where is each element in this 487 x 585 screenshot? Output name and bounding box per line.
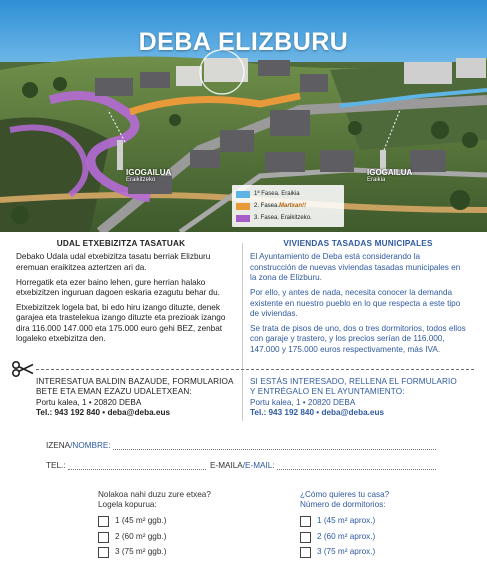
phase-legend <box>232 185 344 227</box>
spanish-contact-tel: Tel.: 943 192 840 • deba@deba.eus <box>250 408 385 418</box>
tel-label: TEL.: <box>46 461 66 470</box>
basque-paragraph-3: Etxebizitzek logela bat, bi edo hiru izango dituzte, denek garajea eta trastelekua izango dituzte eta prezioak izango dira 116.000 147.000 eta 175.000 euro gehi BEZ, zenbat logaleko etxebizitza den. <box>16 303 226 344</box>
spanish-question-text: ¿Cómo quieres tu casa? <box>300 490 390 499</box>
legend-label-phase-3: 3. Fasea. Eraikitzeko. <box>254 215 312 221</box>
name-label-eu: IZENA <box>46 441 71 450</box>
basque-info-column <box>16 239 226 349</box>
email-label-es: E-MAIL: <box>245 461 275 470</box>
email-field[interactable] <box>206 461 436 470</box>
spanish-rooms-question <box>300 490 389 560</box>
legend-swatch-orange <box>236 203 250 210</box>
basque-rooms-label: Logela kopurua: <box>98 500 157 510</box>
elevator-left-sub: Eraikitzeko <box>126 177 156 183</box>
basque-contact-block <box>36 377 236 419</box>
email-label-sep: / <box>242 461 246 470</box>
checkbox-eu-2[interactable] <box>98 532 109 543</box>
spanish-option-1[interactable] <box>300 514 389 530</box>
spanish-option-2-label: 2 (60 m² aprox.) <box>317 531 376 541</box>
basque-contact-line-2: BETE ETA EMAN EZAZU UDALETXEAN: <box>36 387 192 397</box>
checkbox-eu-1[interactable] <box>98 516 109 527</box>
spanish-contact-block <box>250 377 470 419</box>
basque-contact-line-1: INTERESATUA BALDIN BAZAUDE, FORMULARIOA <box>36 377 234 386</box>
basque-option-2[interactable] <box>98 529 211 545</box>
basque-paragraph-2: Horregatik eta ezer baino lehen, gure herrian halako etxebizitzen inguruan dagoen eskaria ezagutu behar du. <box>16 277 220 298</box>
legend-swatch-purple <box>236 215 250 222</box>
elevator-left-title: IGOGAILUA <box>126 168 172 177</box>
basque-question-text: Nolakoa nahi duzu zure etxea? <box>98 490 211 499</box>
basque-paragraph-1: Debako Udala udal etxebizitza tasatu berriak Elizburu eremuan eraikitzea aztertzen ari da. <box>16 252 211 272</box>
basque-contact-address: Portu kalea, 1 • 20820 DEBA <box>36 397 142 407</box>
elevator-right-sub: Eraikia <box>367 177 386 183</box>
name-label-es: NOMBRE: <box>72 441 111 450</box>
basque-option-1[interactable] <box>98 514 211 530</box>
elevator-label-right <box>367 168 412 184</box>
name-label-sep: / <box>70 441 73 450</box>
checkbox-es-1[interactable] <box>300 516 311 527</box>
spanish-paragraph-2: Por ello, y antes de nada, necesita conocer la demanda existente en nuestro pueblo en lo que respecta a este tipo de viviendas. <box>250 288 461 318</box>
spanish-option-2[interactable] <box>300 529 389 545</box>
legend-label-phase-2-highlight: Martxan!! <box>279 203 307 209</box>
spanish-contact-line-2: Y ENTRÉGALO EN EL AYUNTAMIENTO: <box>250 387 405 397</box>
spanish-heading: VIVIENDAS TASADAS MUNICIPALES <box>283 239 433 248</box>
legend-item-phase-1 <box>236 188 340 200</box>
legend-label-phase-2: 2. Fasea. <box>254 203 280 209</box>
spanish-option-1-label: 1 (45 m² aprox.) <box>317 516 376 526</box>
elevator-right-title: IGOGAILUA <box>367 168 413 177</box>
legend-item-phase-3 <box>236 212 340 224</box>
email-label-eu: E-MAILA <box>210 461 243 470</box>
spanish-contact-address: Portu kalea, 1 • 20820 DEBA <box>250 397 356 407</box>
checkbox-eu-3[interactable] <box>98 547 109 558</box>
spanish-contact-line-1: SI ESTÁS INTERESADO, RELLENA EL FORMULARIO <box>250 377 457 386</box>
email-input-line[interactable] <box>277 463 436 470</box>
name-field[interactable] <box>46 441 436 450</box>
basque-rooms-question <box>98 490 211 560</box>
spanish-option-3-label: 3 (75 m² aprox.) <box>317 547 376 557</box>
tel-input-line[interactable] <box>68 463 206 470</box>
basque-option-1-label: 1 (45 m² ggb.) <box>115 516 167 526</box>
tel-field[interactable] <box>46 461 206 470</box>
basque-heading: UDAL ETXEBIZITZA TASATUAK <box>56 239 186 248</box>
basque-option-3-label: 3 (75 m² ggb.) <box>115 547 167 557</box>
basque-option-2-label: 2 (60 m² ggb.) <box>115 531 167 541</box>
name-input-line[interactable] <box>113 443 436 450</box>
spanish-option-3[interactable] <box>300 545 389 561</box>
legend-item-phase-2 <box>236 200 340 212</box>
spanish-rooms-label: Número de dormitorios: <box>300 500 386 510</box>
checkbox-es-3[interactable] <box>300 547 311 558</box>
scissors-icon <box>12 361 34 377</box>
legend-label-phase-1: 1ª Fasea. Eraikia <box>254 191 300 197</box>
spanish-paragraph-3: Se trata de pisos de uno, dos o tres dormitorios, todos ellos con garaje y trastero, y los precios serían de 116.000, 147.000 y 175.000 euros respectivamente, más IVA. <box>250 323 466 354</box>
cut-line <box>36 369 474 370</box>
spanish-paragraph-1: El Ayuntamiento de Deba está considerando la construcción de nuevas viviendas tasadas municipales en la zona de Elizburu. <box>250 252 461 283</box>
legend-swatch-blue <box>236 191 250 198</box>
column-divider <box>242 243 243 421</box>
spanish-info-column <box>250 239 466 360</box>
checkbox-es-2[interactable] <box>300 532 311 543</box>
elevator-label-left <box>126 168 171 184</box>
basque-option-3[interactable] <box>98 545 211 561</box>
aerial-render-banner <box>0 0 487 232</box>
basque-contact-tel: Tel.: 943 192 840 • deba@deba.eus <box>36 408 171 418</box>
banner-title: DEBA ELIZBURU <box>138 28 349 56</box>
